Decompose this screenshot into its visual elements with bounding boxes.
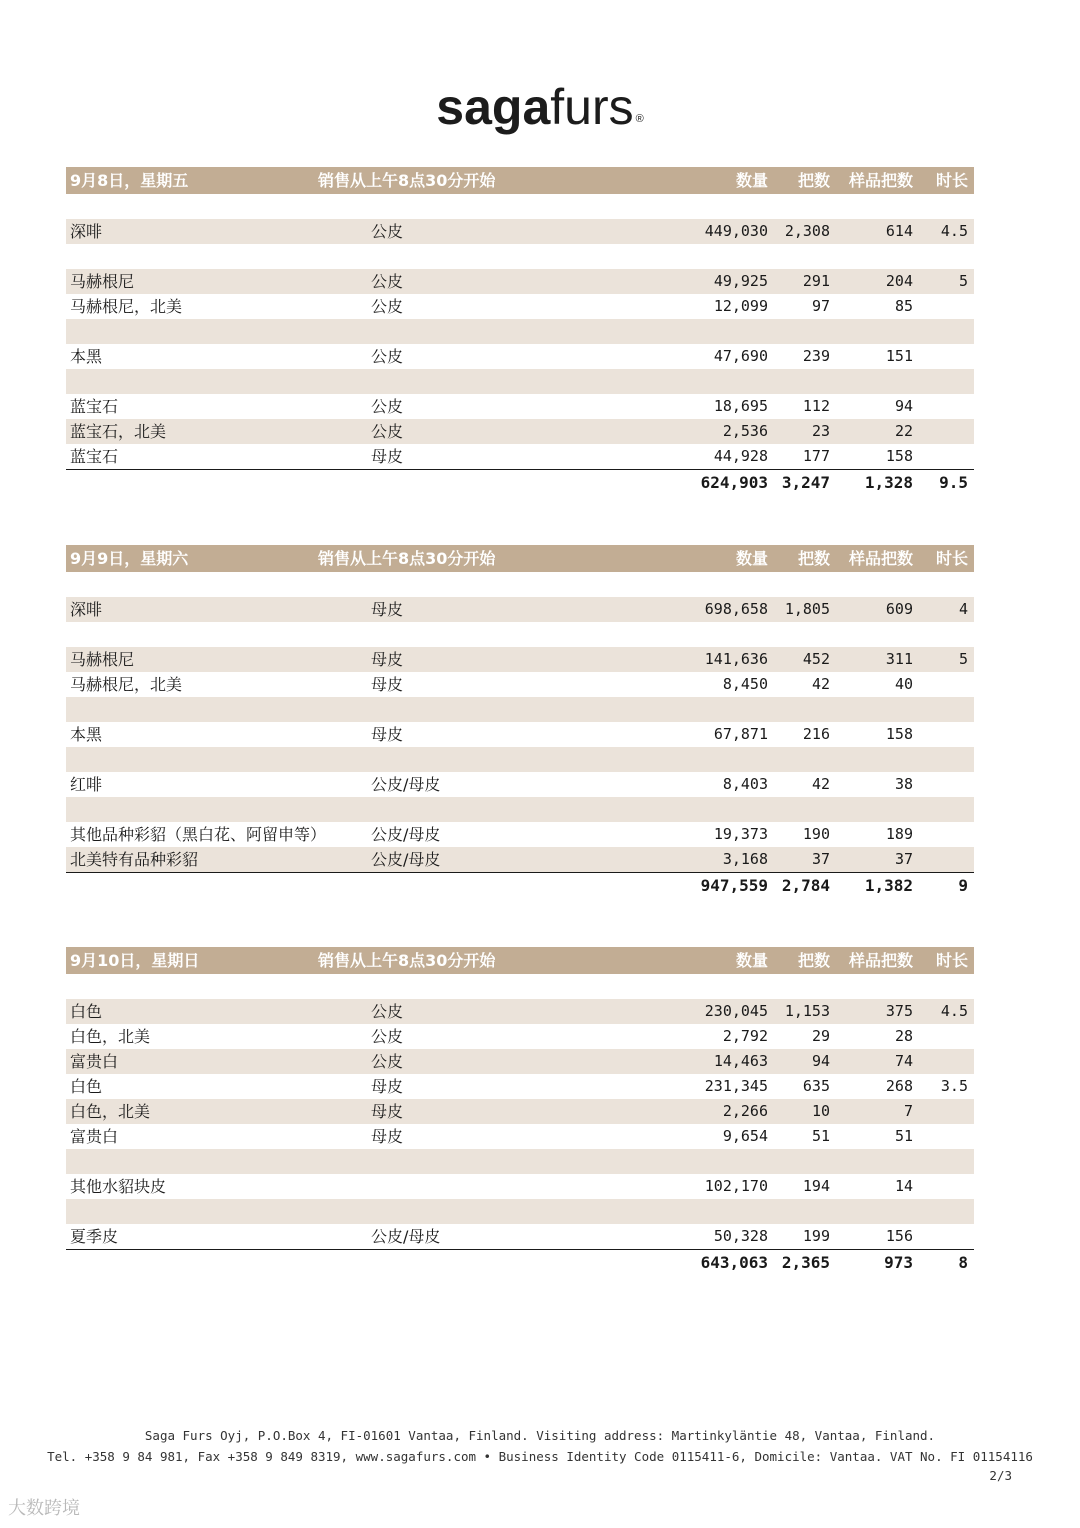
row-duration: 3.5 — [940, 1077, 968, 1095]
row-sample-lots: 614 — [885, 222, 913, 240]
row-sex: 母皮 — [371, 1102, 404, 1121]
spacer-row — [66, 194, 974, 219]
row-color-type: 北美特有品种彩貂 — [70, 850, 199, 869]
row-sample-lots: 7 — [903, 1102, 913, 1120]
total-lots: 2,365 — [781, 1253, 830, 1272]
total-quantity: 947,559 — [700, 876, 768, 895]
row-color-type: 白色 — [70, 1077, 103, 1096]
col-header-lots: 把数 — [797, 171, 830, 190]
row-quantity: 8,450 — [722, 675, 768, 693]
total-row — [66, 872, 974, 898]
row-quantity: 2,536 — [722, 422, 768, 440]
table-row — [66, 1124, 974, 1149]
total-duration: 9 — [958, 876, 968, 895]
row-sex: 公皮 — [371, 1052, 404, 1071]
row-quantity: 19,373 — [713, 825, 768, 843]
row-sample-lots: 74 — [894, 1052, 913, 1070]
table-row — [66, 772, 974, 797]
row-lots: 112 — [802, 397, 830, 415]
row-sex: 公皮 — [371, 1002, 404, 1021]
page-number: 2/3 — [989, 1468, 1012, 1483]
row-sample-lots: 156 — [885, 1227, 913, 1245]
row-quantity: 2,266 — [722, 1102, 768, 1120]
start-time-note: 销售从上午8点30分开始 — [318, 171, 496, 190]
row-color-type: 马赫根尼 — [70, 272, 135, 291]
col-header-quantity: 数量 — [735, 951, 768, 970]
row-sample-lots: 51 — [894, 1127, 913, 1145]
row-color-type: 夏季皮 — [70, 1227, 119, 1246]
col-header-duration: 时长 — [935, 951, 968, 970]
col-header-sample-lots: 样品把数 — [848, 171, 913, 190]
row-color-type: 白色，北美 — [70, 1027, 151, 1046]
row-lots: 216 — [802, 725, 830, 743]
row-lots: 199 — [802, 1227, 830, 1245]
col-header-sample-lots: 样品把数 — [848, 951, 913, 970]
row-sex: 公皮 — [371, 422, 404, 441]
row-sex: 母皮 — [371, 1127, 404, 1146]
row-sample-lots: 85 — [894, 297, 913, 315]
spacer-row — [66, 244, 974, 269]
col-header-quantity: 数量 — [735, 171, 768, 190]
spacer-row — [66, 1199, 974, 1224]
spacer-row — [66, 572, 974, 597]
spacer-row — [66, 697, 974, 722]
row-color-type: 其他水貂块皮 — [70, 1177, 167, 1196]
row-sex: 公皮/母皮 — [371, 1227, 441, 1246]
row-sample-lots: 37 — [894, 850, 913, 868]
row-sample-lots: 94 — [894, 397, 913, 415]
row-sex: 公皮 — [371, 272, 404, 291]
row-lots: 177 — [802, 447, 830, 465]
row-quantity: 9,654 — [722, 1127, 768, 1145]
row-color-type: 马赫根尼，北美 — [70, 297, 183, 316]
spacer-row — [66, 797, 974, 822]
row-color-type: 马赫根尼，北美 — [70, 675, 183, 694]
row-quantity: 8,403 — [722, 775, 768, 793]
watermark: 大数跨境 — [8, 1498, 80, 1519]
row-sample-lots: 268 — [885, 1077, 913, 1095]
col-header-lots: 把数 — [797, 951, 830, 970]
table-header-row — [66, 167, 974, 194]
row-quantity: 18,695 — [713, 397, 768, 415]
date-label: 9月9日，星期六 — [70, 549, 189, 568]
sagafurs-logo — [0, 78, 1080, 136]
table-row — [66, 444, 974, 469]
row-duration: 4.5 — [940, 222, 968, 240]
start-time-note: 销售从上午8点30分开始 — [318, 951, 496, 970]
row-color-type: 白色，北美 — [70, 1102, 151, 1121]
row-quantity: 44,928 — [713, 447, 768, 465]
col-header-sample-lots: 样品把数 — [848, 549, 913, 568]
row-color-type: 深啡 — [70, 600, 103, 619]
total-duration: 8 — [958, 1253, 968, 1272]
row-sex: 公皮 — [371, 222, 404, 241]
row-sex: 公皮 — [371, 347, 404, 366]
total-sample-lots: 1,382 — [864, 876, 913, 895]
row-quantity: 231,345 — [704, 1077, 768, 1095]
col-header-quantity: 数量 — [735, 549, 768, 568]
auction-day-table-sep8 — [66, 167, 974, 495]
footer-contact: Tel. +358 9 84 981, Fax +358 9 849 8319, www.sagafurs.com • Business Identity Code 0115411-6, Domicile: Vantaa. VAT No. FI 01154116 — [47, 1449, 1033, 1464]
row-color-type: 白色 — [70, 1002, 103, 1021]
row-sample-lots: 14 — [894, 1177, 913, 1195]
total-sample-lots: 1,328 — [864, 473, 913, 492]
spacer-row — [66, 1149, 974, 1174]
row-quantity: 50,328 — [713, 1227, 768, 1245]
row-quantity: 141,636 — [704, 650, 768, 668]
total-lots: 2,784 — [781, 876, 830, 895]
row-lots: 23 — [811, 422, 830, 440]
row-sample-lots: 40 — [894, 675, 913, 693]
row-sample-lots: 311 — [885, 650, 913, 668]
row-quantity: 14,463 — [713, 1052, 768, 1070]
row-sex: 母皮 — [371, 600, 404, 619]
table-row — [66, 597, 974, 622]
row-lots: 97 — [811, 297, 830, 315]
table-row — [66, 344, 974, 369]
col-header-lots: 把数 — [797, 549, 830, 568]
logo-registered: ® — [635, 112, 644, 125]
total-row — [66, 469, 974, 495]
row-sample-lots: 151 — [885, 347, 913, 365]
table-header-row — [66, 947, 974, 974]
date-label: 9月10日，星期日 — [70, 951, 200, 970]
row-sample-lots: 158 — [885, 725, 913, 743]
auction-day-table-sep10 — [66, 947, 974, 1275]
row-lots: 37 — [811, 850, 830, 868]
row-lots: 51 — [811, 1127, 830, 1145]
spacer-row — [66, 747, 974, 772]
row-lots: 29 — [811, 1027, 830, 1045]
row-lots: 239 — [802, 347, 830, 365]
row-color-type: 蓝宝石 — [70, 447, 119, 466]
table-header-row — [66, 545, 974, 572]
row-sex: 公皮/母皮 — [371, 775, 441, 794]
total-sample-lots: 973 — [884, 1253, 913, 1272]
auction-day-table-sep9 — [66, 545, 974, 898]
table-row — [66, 722, 974, 747]
table-row — [66, 647, 974, 672]
col-header-duration: 时长 — [935, 549, 968, 568]
col-header-duration: 时长 — [935, 171, 968, 190]
row-lots: 94 — [811, 1052, 830, 1070]
table-row — [66, 672, 974, 697]
row-sample-lots: 189 — [885, 825, 913, 843]
table-row — [66, 1099, 974, 1124]
table-row — [66, 219, 974, 244]
row-duration: 4.5 — [940, 1002, 968, 1020]
row-sample-lots: 204 — [885, 272, 913, 290]
row-quantity: 3,168 — [722, 850, 768, 868]
row-lots: 2,308 — [784, 222, 830, 240]
row-color-type: 其他品种彩貂（黑白花、阿留申等） — [70, 825, 327, 844]
total-duration: 9.5 — [939, 473, 968, 492]
row-color-type: 马赫根尼 — [70, 650, 135, 669]
row-sex: 母皮 — [371, 650, 404, 669]
row-quantity: 12,099 — [713, 297, 768, 315]
row-duration: 4 — [958, 600, 968, 618]
row-sex: 公皮 — [371, 297, 404, 316]
table-row — [66, 1174, 974, 1199]
table-row — [66, 269, 974, 294]
date-label: 9月8日，星期五 — [70, 171, 189, 190]
table-row — [66, 1074, 974, 1099]
spacer-row — [66, 622, 974, 647]
table-row — [66, 1049, 974, 1074]
row-sample-lots: 28 — [894, 1027, 913, 1045]
total-row — [66, 1249, 974, 1275]
table-row — [66, 822, 974, 847]
start-time-note: 销售从上午8点30分开始 — [318, 549, 496, 568]
row-color-type: 本黑 — [70, 725, 103, 744]
logo-saga: saga — [436, 79, 551, 135]
row-color-type: 本黑 — [70, 347, 103, 366]
table-row — [66, 1024, 974, 1049]
row-color-type: 富贵白 — [70, 1127, 119, 1146]
total-lots: 3,247 — [781, 473, 830, 492]
row-lots: 42 — [811, 775, 830, 793]
row-duration: 5 — [958, 272, 968, 290]
row-quantity: 698,658 — [704, 600, 768, 618]
row-sex: 母皮 — [371, 1077, 404, 1096]
row-color-type: 红啡 — [70, 775, 103, 794]
row-lots: 190 — [802, 825, 830, 843]
row-quantity: 230,045 — [704, 1002, 768, 1020]
row-sex: 公皮/母皮 — [371, 850, 441, 869]
total-quantity: 624,903 — [700, 473, 768, 492]
logo-furs: furs — [550, 79, 634, 135]
row-sex: 公皮 — [371, 1027, 404, 1046]
row-lots: 452 — [802, 650, 830, 668]
row-lots: 1,805 — [784, 600, 830, 618]
table-row — [66, 847, 974, 872]
row-color-type: 蓝宝石，北美 — [70, 422, 167, 441]
row-sex: 母皮 — [371, 725, 404, 744]
row-lots: 635 — [802, 1077, 830, 1095]
row-lots: 1,153 — [784, 1002, 830, 1020]
row-quantity: 449,030 — [704, 222, 768, 240]
row-sample-lots: 609 — [885, 600, 913, 618]
row-lots: 291 — [802, 272, 830, 290]
row-lots: 10 — [811, 1102, 830, 1120]
footer-address: Saga Furs Oyj, P.O.Box 4, FI-01601 Vantaa, Finland. Visiting address: Martinkyläntie 48, Vantaa, Finland. — [144, 1428, 936, 1443]
row-lots: 42 — [811, 675, 830, 693]
table-row — [66, 999, 974, 1024]
row-quantity: 102,170 — [704, 1177, 768, 1195]
row-color-type: 深啡 — [70, 222, 103, 241]
spacer-row — [66, 369, 974, 394]
row-sex: 公皮 — [371, 397, 404, 416]
row-quantity: 67,871 — [713, 725, 768, 743]
table-row — [66, 1224, 974, 1249]
spacer-row — [66, 974, 974, 999]
row-quantity: 47,690 — [713, 347, 768, 365]
row-sample-lots: 38 — [894, 775, 913, 793]
row-sex: 母皮 — [371, 447, 404, 466]
row-duration: 5 — [958, 650, 968, 668]
row-sample-lots: 22 — [894, 422, 913, 440]
row-quantity: 49,925 — [713, 272, 768, 290]
total-quantity: 643,063 — [700, 1253, 768, 1272]
row-sex: 公皮/母皮 — [371, 825, 441, 844]
row-color-type: 富贵白 — [70, 1052, 119, 1071]
table-row — [66, 294, 974, 319]
row-quantity: 2,792 — [722, 1027, 768, 1045]
row-color-type: 蓝宝石 — [70, 397, 119, 416]
row-sample-lots: 375 — [885, 1002, 913, 1020]
row-sex: 母皮 — [371, 675, 404, 694]
row-lots: 194 — [802, 1177, 830, 1195]
table-row — [66, 394, 974, 419]
spacer-row — [66, 319, 974, 344]
table-row — [66, 419, 974, 444]
row-sample-lots: 158 — [885, 447, 913, 465]
